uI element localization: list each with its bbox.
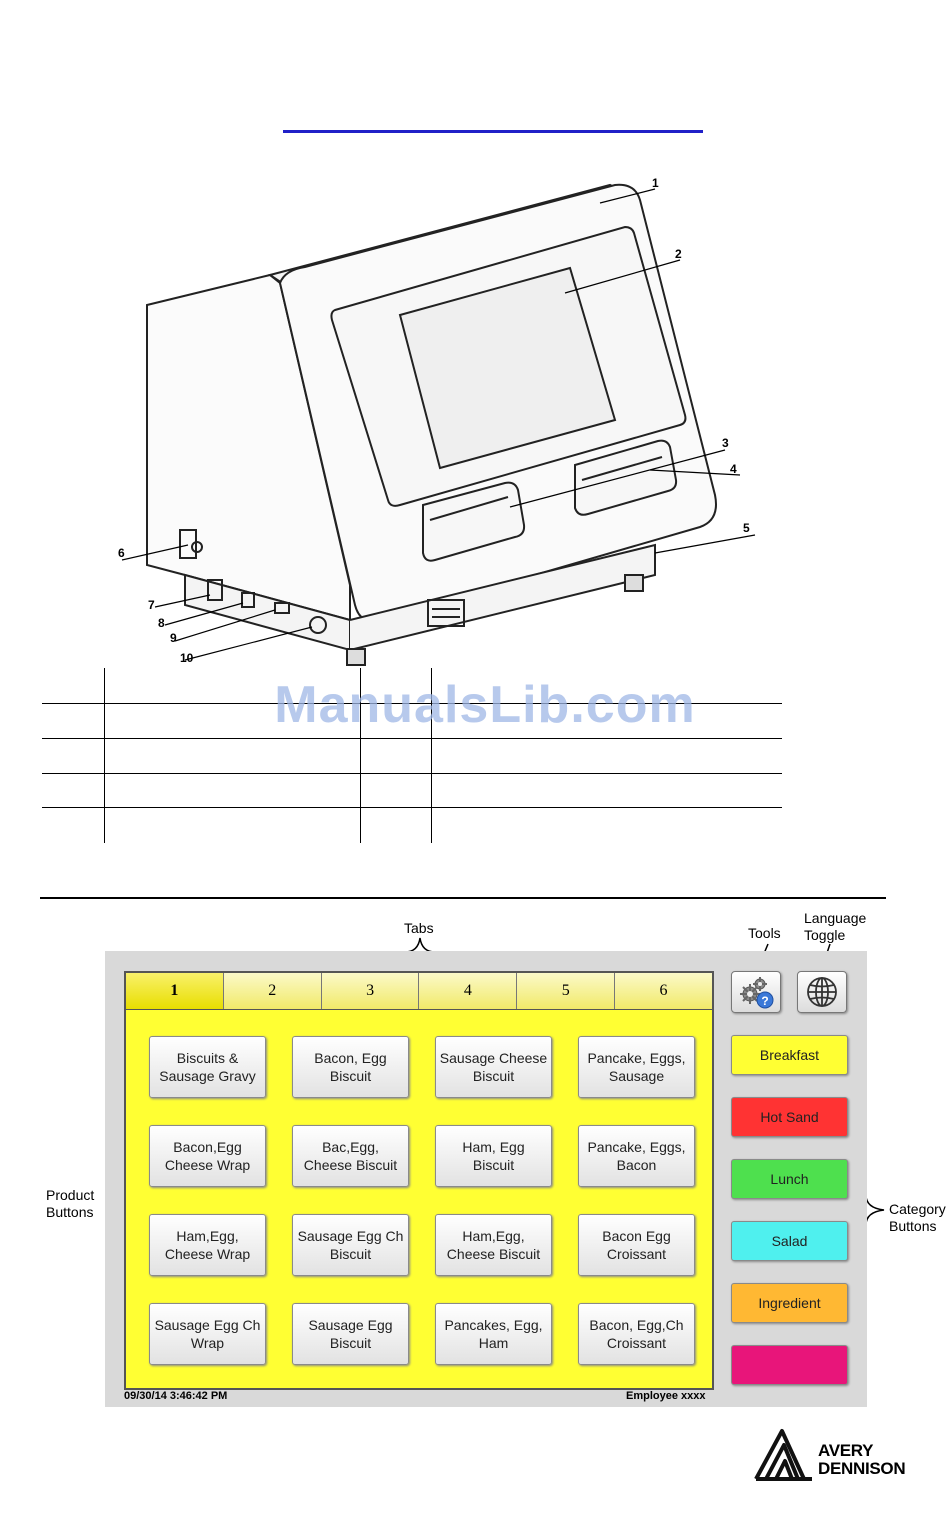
category-buttons-annotation: Category Buttons [889, 1201, 946, 1234]
product-button[interactable]: Sausage Egg Ch Biscuit [292, 1214, 409, 1276]
category-ingredient-button[interactable]: Ingredient [731, 1283, 848, 1323]
product-button[interactable]: Ham,Egg, Cheese Biscuit [435, 1214, 552, 1276]
product-button[interactable]: Sausage Cheese Biscuit [435, 1036, 552, 1098]
tab-6[interactable]: 6 [615, 973, 712, 1009]
gear-help-icon [736, 974, 776, 1010]
avery-dennison-logo [752, 1425, 932, 1485]
logo-line-2: DENNISON [818, 1459, 906, 1478]
callout-10: 10 [180, 651, 194, 665]
globe-icon [805, 975, 839, 1009]
product-button[interactable]: Pancake, Eggs, Sausage [578, 1036, 695, 1098]
callout-7: 7 [148, 598, 155, 612]
tab-2[interactable]: 2 [224, 973, 322, 1009]
callout-8: 8 [158, 616, 165, 630]
tab-4[interactable]: 4 [419, 973, 517, 1009]
product-button[interactable]: Bacon, Egg,Ch Croissant [578, 1303, 695, 1365]
callout-4: 4 [730, 462, 737, 476]
callout-1: 1 [652, 176, 659, 190]
callout-3: 3 [722, 436, 729, 450]
product-button[interactable]: Sausage Egg Ch Wrap [149, 1303, 266, 1365]
watermark: ManualsLib.com [274, 676, 696, 734]
language-toggle-button[interactable] [797, 971, 847, 1013]
datetime-status: 09/30/14 3:46:42 PM [124, 1390, 228, 1402]
callout-6: 6 [118, 546, 125, 560]
employee-status: Employee xxxx [626, 1390, 706, 1402]
tab-3[interactable]: 3 [322, 973, 420, 1009]
product-button[interactable]: Biscuits & Sausage Gravy [149, 1036, 266, 1098]
svg-text:?: ? [761, 994, 769, 1008]
product-button[interactable]: Sausage Egg Biscuit [292, 1303, 409, 1365]
product-button[interactable]: Bacon, Egg Biscuit [292, 1036, 409, 1098]
tab-1[interactable]: 1 [126, 973, 224, 1009]
product-button[interactable]: Bac,Egg, Cheese Biscuit [292, 1125, 409, 1187]
tabs-annotation: Tabs [404, 920, 434, 936]
product-button[interactable]: Ham,Egg, Cheese Wrap [149, 1214, 266, 1276]
avery-logo-mark [752, 1425, 816, 1483]
product-buttons-annotation: Product Buttons [46, 1187, 95, 1220]
callout-2: 2 [675, 247, 682, 261]
product-button[interactable]: Bacon Egg Croissant [578, 1214, 695, 1276]
tools-annotation: Tools [748, 925, 781, 941]
callout-9: 9 [170, 631, 177, 645]
category-hot-sand-button[interactable]: Hot Sand [731, 1097, 848, 1137]
tab-bar [124, 971, 714, 1009]
tab-5[interactable]: 5 [517, 973, 615, 1009]
product-button[interactable]: Pancake, Eggs, Bacon [578, 1125, 695, 1187]
callout-5: 5 [743, 521, 750, 535]
category-lunch-button[interactable]: Lunch [731, 1159, 848, 1199]
product-button[interactable]: Pancakes, Egg, Ham [435, 1303, 552, 1365]
category-breakfast-button[interactable]: Breakfast [731, 1035, 848, 1075]
category-blank-button[interactable] [731, 1345, 848, 1385]
product-button[interactable]: Bacon,Egg Cheese Wrap [149, 1125, 266, 1187]
product-button[interactable]: Ham, Egg Biscuit [435, 1125, 552, 1187]
category-salad-button[interactable]: Salad [731, 1221, 848, 1261]
language-toggle-annotation: Language Toggle [804, 910, 867, 943]
logo-line-1: AVERY [818, 1441, 874, 1460]
tools-button[interactable] [731, 971, 781, 1013]
